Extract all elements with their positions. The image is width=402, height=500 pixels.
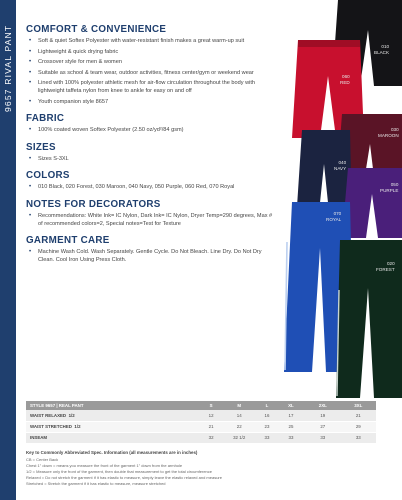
product-title: 9657 RIVAL PANT — [3, 24, 13, 112]
swatch-code: 070 — [333, 211, 342, 216]
swatch-name: FOREST — [376, 266, 395, 272]
comfort-list — [26, 38, 278, 106]
swatch-code: 010 — [381, 44, 390, 49]
spec-row-label — [26, 432, 201, 443]
swatch-label-royal — [326, 211, 341, 222]
spec-cell: 33 — [305, 432, 340, 443]
key-line: 1/2 = Measure only the front of the garment, then double that measurement to get the total circumference — [26, 469, 212, 474]
section-fabric — [26, 113, 278, 135]
swatch-label-black — [374, 44, 389, 55]
heading-comfort: COMFORT & CONVENIENCE — [26, 24, 167, 35]
spec-header-cell: L — [257, 401, 277, 410]
list-item: • Lightweight & quick drying fabric — [26, 49, 278, 57]
swatch-label-red — [340, 74, 350, 85]
swatch-name: NAVY — [334, 165, 347, 171]
spec-cell: 16 — [257, 410, 277, 421]
spec-cell: 33 — [277, 432, 305, 443]
spec-header-cell: XL — [277, 401, 305, 410]
section-sizes — [26, 142, 278, 164]
spec-cell: 27 — [305, 421, 340, 432]
list-item: • 010 Black, 020 Forest, 030 Maroon, 040 Navy, 050 Purple, 060 Red, 070 Royal — [26, 184, 278, 192]
spec-cell: 22 — [221, 421, 257, 432]
swatch-name: MAROON — [378, 132, 399, 138]
list-item: • Crossover style for men & women — [26, 59, 278, 67]
swatch-code: 030 — [391, 127, 399, 132]
fabric-list — [26, 127, 278, 135]
pants-gallery — [262, 0, 402, 400]
row-label: WAIST STRETCHED — [30, 424, 72, 429]
care-list — [26, 249, 278, 264]
swatch-code: 020 — [386, 261, 395, 266]
spec-header-cell: 3XL — [341, 401, 376, 410]
list-item: • Suitable as school & team wear, outdoor activities, fitness center/gym or weekend wear — [26, 70, 278, 78]
spec-cell: 14 — [221, 410, 257, 421]
spec-cell: 25 — [277, 421, 305, 432]
swatch-name: RED — [340, 79, 350, 85]
swatch-code: 050 — [390, 182, 399, 187]
spec-cell: 33 — [257, 432, 277, 443]
swatch-name: BLACK — [374, 49, 390, 55]
spec-key — [26, 450, 386, 487]
swatch-name: ROYAL — [326, 216, 342, 222]
swatch-label-maroon — [378, 127, 399, 138]
swatch-code: 040 — [338, 160, 347, 165]
spec-header-cell: STYLE 9657 | REAL PANT — [26, 401, 201, 410]
spec-row-label — [26, 410, 201, 421]
heading-care: GARMENT CARE — [26, 235, 110, 247]
list-item: • Lined with 100% polyester athletic mesh for air-flow circulation throughout the body with lightweight taffeta nylon from knee to ankle for easy on and off — [26, 80, 278, 95]
key-line: Relaxed = Do not stretch the garment if it has elastic to measure, simply leave the elastic relaxed and measure — [26, 475, 222, 480]
spec-table — [26, 401, 376, 444]
list-item: • Soft & quiet Softex Polyester with water-resistant finish makes a great warm-up suit — [26, 38, 278, 46]
spec-cell: 21 — [201, 421, 221, 432]
spec-cell: 32 — [201, 432, 221, 443]
spec-cell: 32 1/2 — [221, 432, 257, 443]
sidebar-band — [0, 0, 16, 500]
spec-header-row — [26, 401, 376, 410]
table-row — [26, 432, 376, 443]
spec-header-cell: M — [221, 401, 257, 410]
key-line: Stretched = Stretch the garment if it has elastic to measure, measure stretched — [26, 481, 166, 486]
decorators-list — [26, 213, 278, 228]
table-row — [26, 421, 376, 432]
spec-cell: 17 — [277, 410, 305, 421]
spec-cell: 12 — [201, 410, 221, 421]
swatch-name: PURPLE — [380, 187, 399, 193]
spec-cell: 23 — [257, 421, 277, 432]
spec-header-cell: S — [201, 401, 221, 410]
row-label: INSEAM — [30, 435, 48, 440]
list-item: • Recommendations: White Ink= IC Nylon, Dark Ink= IC Nylon, Dryer Temp=290 degrees, Max # of recommended colors=2, Special notes=Test for Texture — [26, 213, 278, 228]
sizes-list — [26, 156, 278, 164]
spec-cell: 21 — [341, 410, 376, 421]
key-title: Key to Commonly Abbreviated Spec. Information (all measurements are in inches) — [26, 450, 198, 455]
key-line: CB = Center Back — [26, 457, 59, 462]
swatch-code: 060 — [342, 74, 350, 79]
spec-cell: 33 — [341, 432, 376, 443]
section-care — [26, 235, 278, 264]
row-tolerance: 1/2 — [68, 412, 75, 418]
heading-decorators: NOTES FOR DECORATORS — [26, 198, 161, 210]
list-item: • Machine Wash Cold. Wash Separately. Gentle Cycle. Do Not Bleach. Line Dry. Do Not Dry Clean. Cool Iron Using Press Cloth. — [26, 249, 278, 264]
list-item: • Sizes S-3XL — [26, 156, 278, 164]
section-colors — [26, 170, 278, 192]
description-column — [26, 24, 278, 271]
heading-colors: COLORS — [26, 170, 70, 182]
spec-cell: 29 — [341, 421, 376, 432]
section-decorators — [26, 199, 278, 228]
key-line: Chest 1" down = means you measure the front of the garment 1" down from the armhole — [26, 463, 183, 468]
row-label: WAIST RELAXED — [30, 412, 67, 418]
spec-row-label — [26, 421, 201, 432]
list-item: • Youth companion style 8657 — [26, 99, 278, 107]
list-item: • 100% coated woven Softex Polyester (2.50 oz/yd²/84 gsm) — [26, 127, 278, 135]
colors-list — [26, 184, 278, 192]
swatch-label-forest — [376, 261, 395, 272]
table-row — [26, 410, 376, 421]
row-tolerance: 1/2 — [74, 424, 81, 429]
spec-header-cell: 2XL — [305, 401, 340, 410]
heading-fabric: FABRIC — [26, 113, 65, 125]
swatch-label-purple — [380, 182, 398, 193]
section-comfort — [26, 24, 278, 106]
spec-cell: 19 — [305, 410, 340, 421]
heading-sizes: SIZES — [26, 141, 56, 153]
